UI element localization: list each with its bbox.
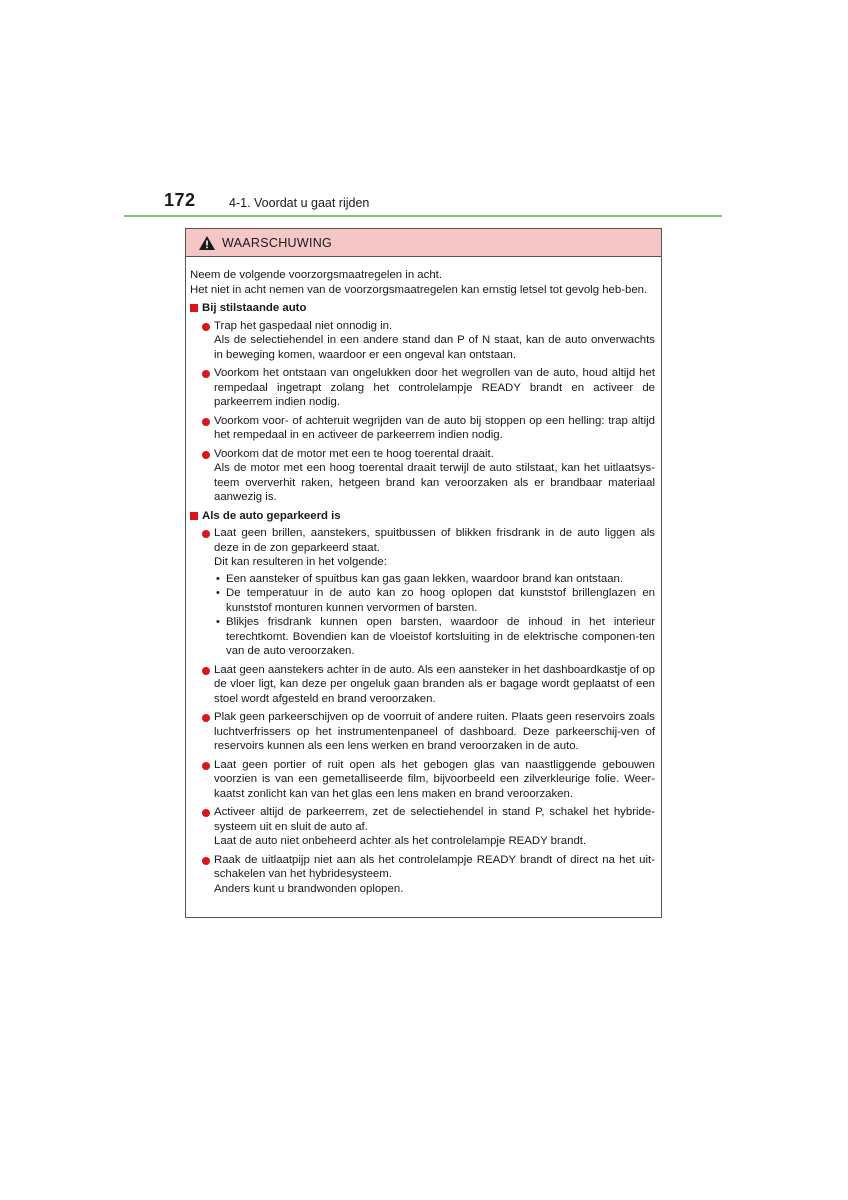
- red-bullet-icon: [202, 451, 210, 459]
- red-bullet-icon: [202, 418, 210, 426]
- red-bullet-icon: [202, 714, 210, 722]
- list-item: [190, 853, 655, 897]
- small-bullet-icon: •: [216, 572, 220, 585]
- section-title: 4-1. Voordat u gaat rijden: [229, 196, 370, 210]
- bullet-extra: Laat de auto niet onbeheerd achter als het controlelampje READY brandt.: [214, 835, 587, 847]
- bullet-text: Voorkom voor- of achteruit wegrijden van de auto bij stoppen op een helling: trap altijd het rempedaal in en activeer de parkeerrem indien nodig.: [214, 414, 655, 441]
- red-square-icon: [190, 304, 198, 312]
- list-item: [190, 414, 655, 443]
- sub-list-item: [214, 572, 655, 587]
- list-item: [190, 366, 655, 410]
- bullet-text: Laat geen brillen, aanstekers, spuitbussen of blikken frisdrank in de auto liggen als deze in de zon geparkeerd staat.: [214, 527, 655, 554]
- section-heading-label: Bij stilstaande auto: [202, 302, 307, 314]
- warning-triangle-icon: [198, 235, 216, 251]
- section-heading-label: Als de auto geparkeerd is: [202, 509, 341, 522]
- warning-intro: [190, 268, 655, 297]
- small-bullet-icon: •: [216, 587, 220, 599]
- bullet-extra: Dit kan resulteren in het volgende:: [214, 556, 387, 568]
- sub-list-item: [214, 586, 655, 615]
- red-bullet-icon: [202, 323, 210, 331]
- bullet-text: Trap het gaspedaal niet onnodig in.: [214, 319, 393, 332]
- page-number: 172: [164, 190, 196, 210]
- list-item: [190, 447, 655, 505]
- red-bullet-icon: [202, 667, 210, 675]
- warning-body: [186, 257, 661, 896]
- bullet-extra: Als de motor met een hoog toerental draait terwijl de auto stilstaat, kan het uitlaatsys-teem oververhit raken, hetgeen brand kan veroorzaken als er brandbaar materiaal aanwezig is.: [214, 462, 655, 503]
- warning-header: [186, 229, 661, 257]
- small-bullet-icon: •: [216, 616, 220, 628]
- sub-bullet-text: Een aansteker of spuitbus kan gas gaan lekken, waardoor brand kan ontstaan.: [226, 572, 624, 585]
- list-item: [190, 758, 655, 802]
- warning-box: [185, 228, 662, 918]
- bullet-text: Laat geen portier of ruit open als het gebogen glas van naastliggende gebouwen voorzien is van een gemetalliseerde film, bijvoorbeeld een zilverkleurige folie. Weer-kaatst zonlicht kan van het glas een lens maken en brand veroorzaken.: [214, 758, 655, 800]
- bullet-text: Laat geen aanstekers achter in de auto. Als een aansteker in het dashboardkastje of op de vloer ligt, kan deze per ongeluk gaan branden als er bagage wordt geplaatst of een stoel wordt afgesteld en brand veroorzaken.: [214, 663, 655, 705]
- red-square-icon: [190, 512, 198, 520]
- red-bullet-icon: [202, 809, 210, 817]
- red-bullet-icon: [202, 762, 210, 770]
- warning-title: WAARSCHUWING: [222, 235, 333, 250]
- bullet-extra: Anders kunt u brandwonden oplopen.: [214, 882, 404, 895]
- sub-bullet-text: De temperatuur in de auto kan zo hoog oplopen dat kunststof brillenglazen en kunststof monturen kunnen vervormen of barsten.: [226, 587, 655, 614]
- list-item: [190, 663, 655, 707]
- header-rule: [124, 215, 722, 217]
- bullet-text: Activeer altijd de parkeerrem, zet de selectiehendel in stand P, schakel het hybride-systeem uit en sluit de auto af.: [214, 806, 655, 833]
- bullet-extra: Als de selectiehendel in een andere stand dan P of N staat, kan de auto onverwachts in beweging komen, waardoor er een ongeval kan ontstaan.: [214, 334, 655, 361]
- intro-line: Neem de volgende voorzorgsmaatregelen in acht.: [190, 269, 443, 281]
- sub-bullet-text: Blikjes frisdrank kunnen open barsten, waardoor de inhoud in het interieur terechtkomt. Bovendien kan de vloeistof kortsluiting in de elektrische componen-ten van de auto veroorzaken.: [226, 616, 655, 657]
- bullet-text: Voorkom het ontstaan van ongelukken door het wegrollen van de auto, houd altijd het rempedaal ingetrapt zolang het controlelampje READY brandt en activeer de parkeerrem indien nodig.: [214, 367, 655, 408]
- section-heading: [190, 509, 655, 524]
- bullet-text: Voorkom dat de motor met een te hoog toerental draait.: [214, 447, 494, 460]
- sub-list: [214, 572, 655, 659]
- red-bullet-icon: [202, 530, 210, 538]
- intro-line: Het niet in acht nemen van de voorzorgsmaatregelen kan ernstig letsel tot gevolg heb-ben.: [190, 283, 648, 296]
- sub-list-item: [214, 615, 655, 659]
- list-item: [190, 710, 655, 754]
- list-item: [190, 805, 655, 849]
- list-item: [190, 526, 655, 659]
- section-heading: [190, 301, 655, 316]
- red-bullet-icon: [202, 857, 210, 865]
- red-bullet-icon: [202, 370, 210, 378]
- bullet-text: Plak geen parkeerschijven op de voorruit of andere ruiten. Plaats geen reservoirs zoals luchtverfrissers op het instrumentenpaneel of dashboard. Deze parkeerschij-ven of reservoirs kunnen als een lens werken en brand veroorzaken in de auto.: [214, 711, 655, 752]
- bullet-text: Raak de uitlaatpijp niet aan als het controlelampje READY brandt of direct na het uit-schakelen van het hybridesysteem.: [214, 853, 655, 880]
- list-item: [190, 319, 655, 363]
